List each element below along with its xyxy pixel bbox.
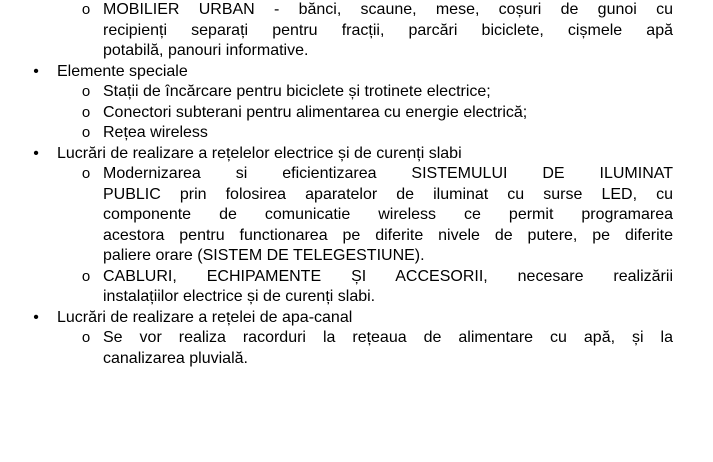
sub-bullet-icon: o <box>81 165 91 182</box>
list-item <box>0 123 713 144</box>
bullet-icon: • <box>33 144 39 162</box>
list-item <box>0 103 713 124</box>
text-line: Se vor realiza racorduri la rețeaua de alimentare cu apă, și la <box>103 329 673 346</box>
section-items <box>0 328 713 369</box>
main-list <box>0 62 713 370</box>
section-elemente-speciale <box>0 62 713 83</box>
section-title: Lucrări de realizare a rețelelor electrice și de curenți slabi <box>57 144 462 162</box>
text-line: PUBLIC prin folosirea aparatelor de iluminat cu surse LED, cu <box>103 185 673 203</box>
text-line: Conectori subterani pentru alimentarea cu energie electrică; <box>103 103 528 121</box>
sublist <box>0 164 713 308</box>
text-line: canalizarea pluvială. <box>103 349 248 367</box>
text-line: MOBILIER URBAN - bănci, scaune, mese, coșuri de gunoi cu <box>103 1 673 18</box>
bullet-icon: • <box>33 62 39 80</box>
sub-bullet-icon: o <box>81 103 91 121</box>
section-items <box>0 82 713 144</box>
list-item <box>0 164 713 267</box>
section-apa-canal <box>0 308 713 329</box>
text-line: CABLURI, ECHIPAMENTE ȘI ACCESORII, necesare realizării <box>103 267 673 285</box>
section-items <box>0 164 713 308</box>
text-line: Modernizarea si eficientizarea SISTEMULUI DE ILUMINAT <box>103 165 673 182</box>
list-item <box>0 267 713 308</box>
sublist <box>0 328 713 369</box>
list-item <box>0 82 713 103</box>
text-line: Rețea wireless <box>103 124 208 141</box>
text-line: componente de comunicatie wireless ce permit programarea <box>103 206 673 223</box>
text-line: paliere orare (SISTEM DE TELEGESTIUNE). <box>103 247 425 264</box>
continuation-sublist <box>0 0 713 62</box>
sub-bullet-icon: o <box>81 83 91 100</box>
section-title: Lucrări de realizare a rețelei de apa-canal <box>57 308 353 326</box>
text-line: acestora pentru functionarea pe diferite nivele de putere, pe diferite <box>103 226 673 244</box>
list-item <box>0 328 713 369</box>
text-line: instalațiilor electrice și de curenți slabi. <box>103 288 376 305</box>
bullet-icon: • <box>33 308 39 326</box>
text-line: recipienți separați pentru fracții, parcări biciclete, cișmele apă <box>103 21 673 39</box>
sub-bullet-icon: o <box>81 124 91 141</box>
sub-bullet-icon: o <box>81 329 91 346</box>
list-item <box>0 0 713 62</box>
sub-bullet-icon: o <box>81 1 91 18</box>
document-body <box>0 1 713 369</box>
sublist <box>0 82 713 144</box>
text-line: potabilă, panouri informative. <box>103 42 309 59</box>
section-retele-electrice <box>0 144 713 165</box>
text-line: Stații de încărcare pentru biciclete și trotinete electrice; <box>103 83 491 100</box>
sub-bullet-icon: o <box>81 267 91 285</box>
section-title: Elemente speciale <box>57 62 188 80</box>
